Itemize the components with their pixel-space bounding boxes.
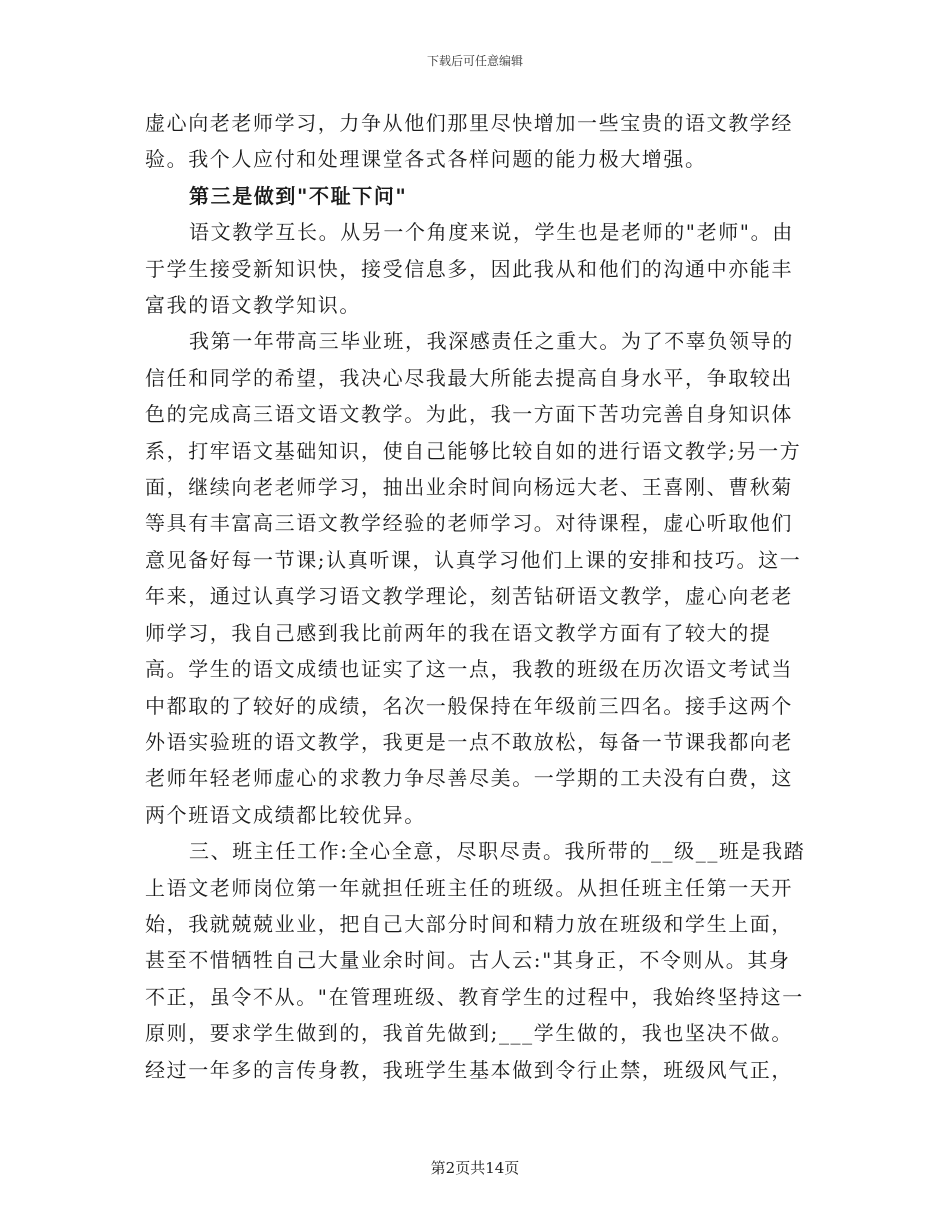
document-body xyxy=(145,105,807,1088)
page-header: 下载后可任意编辑 xyxy=(426,54,523,68)
paragraph: 三、班主任工作:全心全意，尽职尽责。我所带的__级__班是我踏上语文老师岗位第一年就担任班主任的班级。从担任班主任第一天开始，我就兢兢业业，把自己大部分时间和精力放在班级和学生上面，甚至不惜牺牲自己大量业余时间。古人云:"其身正，不令则从。其身不正，虽令不从。"在管理班级、教育学生的过程中，我始终坚持这一原则，要求学生做到的，我首先做到;___学生做的，我也坚决不做。经过一年多的言传身教，我班学生基本做到令行止禁，班级风气正， xyxy=(145,839,806,1082)
page-number: 第2页共14页 xyxy=(430,1159,520,1177)
paragraph: 语文教学互长。从另一个角度来说，学生也是老师的"老师"。由于学生接受新知识快，接受信息多，因此我从和他们的沟通中亦能丰富我的语文教学知识。 xyxy=(145,220,794,318)
paragraph: 我第一年带高三毕业班，我深感责任之重大。为了不辜负领导的信任和同学的希望，我决心尽我最大所能去提高自身水平，争取较出色的完成高三语文语文教学。为此，我一方面下苦功完善自身知识体系，打牢语文基础知识，使自己能够比较自如的进行语文教学;另一方面，继续向老老师学习，抽出业余时间向杨远大老、王喜刚、曹秋菊等具有丰富高三语文教学经验的老师学习。对待课程，虚心听取他们意见备好每一节课;认真听课，认真学习他们上课的安排和技巧。这一年来，通过认真学习语文教学理论，刻苦钻研语文教学，虚心向老老师学习，我自己感到我比前两年的我在语文教学方面有了较大的提高。学生的语文成绩也证实了这一点，我教的班级在历次语文考试当中都取的了较好的成绩，名次一般保持在年级前三四名。接手这两个外语实验班的语文教学，我更是一点不敢放松，每备一节课我都向老老师年轻老师虚心的求教力争尽善尽美。一学期的工夫没有白费，这两个班语文成绩都比较优异。 xyxy=(145,329,802,827)
section-heading: 第三是做到"不耻下问" xyxy=(189,183,408,208)
paragraph-continuation: 虚心向老老师学习，力争从他们那里尽快增加一些宝贵的语文教学经验。我个人应付和处理课堂各式各样问题的能力极大增强。 xyxy=(145,111,793,172)
